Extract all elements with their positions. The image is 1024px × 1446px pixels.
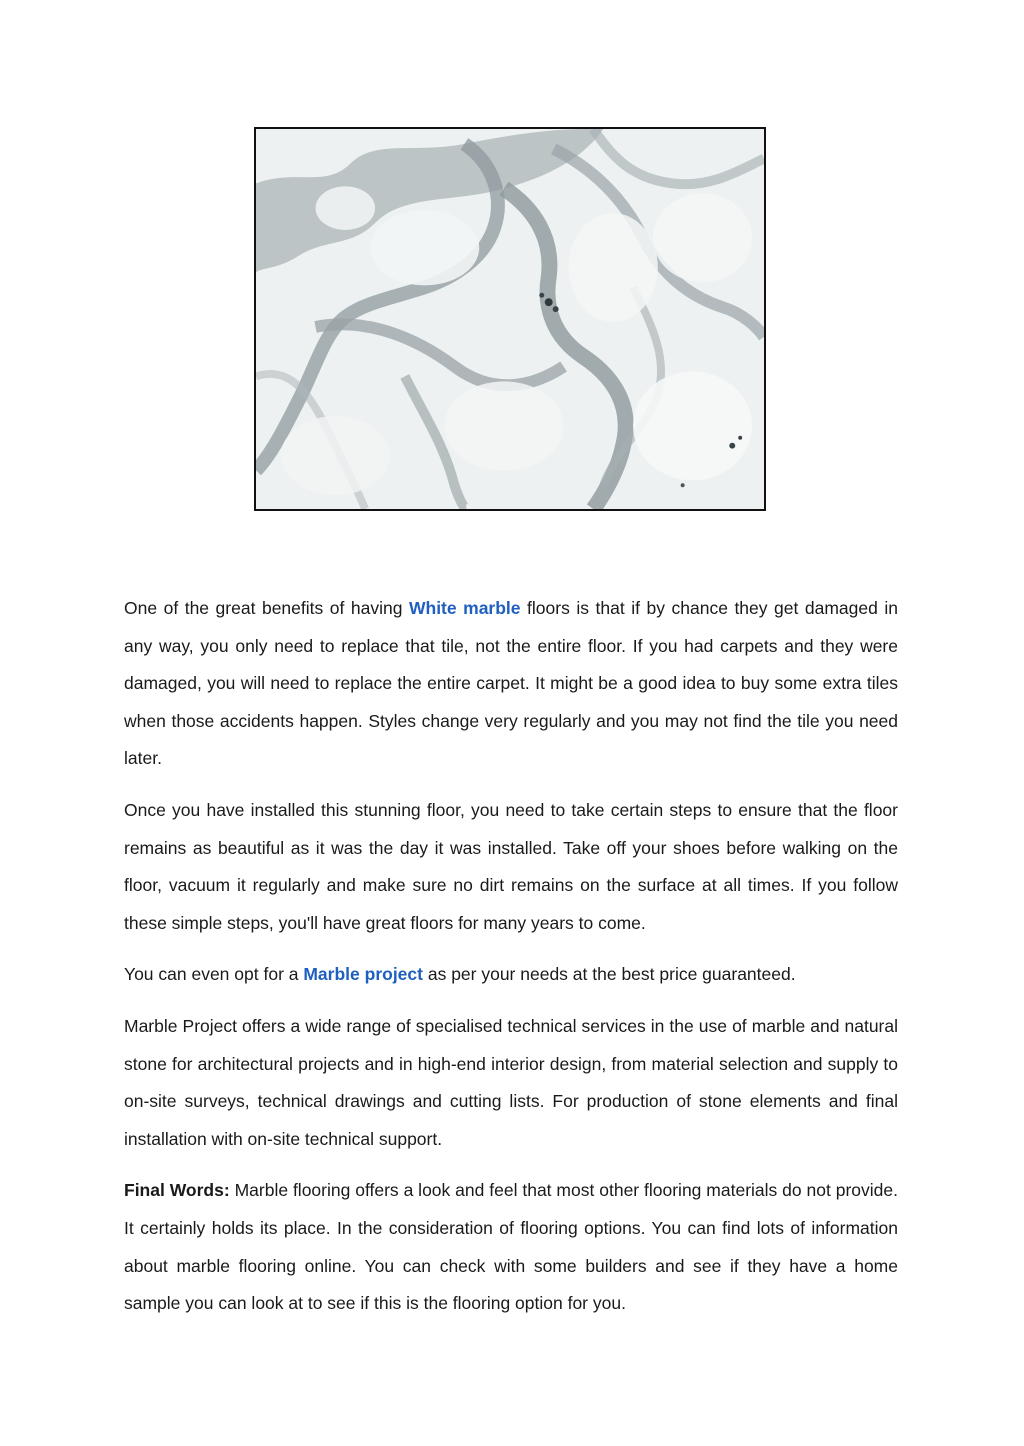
paragraph-services xyxy=(124,1008,898,1158)
marble-project-link[interactable]: Marble project xyxy=(303,964,423,985)
p1-text-after: floors is that if by chance they get damaged in any way, you only need to replace that tile, not the entire floor. If you had carpets and they were damaged, you will need to replace the entire carpet. It might be a good idea to buy some extra tiles when those accidents happen. Styles change very regularly and you may not find the tile you need later. xyxy=(124,598,898,769)
marble-photo-icon xyxy=(256,129,764,509)
p2-text: Once you have installed this stunning floor, you need to take certain steps to ensure that the floor remains as beautiful as it was the day it was installed. Take off your shoes before walking on the floor, vacuum it regularly and make sure no dirt remains on the surface at all times. If you follow these simple steps, you'll have great floors for many years to come. xyxy=(124,799,898,933)
p4-text: Marble Project offers a wide range of specialised technical services in the use of marble and natural stone for architectural projects and in high-end interior design, from material selection and supply to on-site surveys, technical drawings and cutting lists. For production of stone elements and final installation with on-site technical support. xyxy=(124,1015,898,1149)
p5-text: Marble flooring offers a look and feel that most other flooring materials do not provide. It certainly holds its place. In the consideration of flooring options. You can find lots of information about marble flooring online. You can check with some builders and see if they have a home sample you can look at to see if this is the flooring option for you. xyxy=(124,1180,898,1314)
final-words-label: Final Words: xyxy=(124,1180,230,1201)
p3-text-before: You can even opt for a xyxy=(124,964,304,985)
article-body xyxy=(124,590,898,1337)
white-marble-link[interactable]: White marble xyxy=(408,598,521,618)
paragraph-final-words xyxy=(124,1172,898,1322)
paragraph-floor-care xyxy=(124,792,898,942)
paragraph-marble-project xyxy=(124,956,898,994)
marble-image xyxy=(254,127,766,511)
p1-text-before: One of the great benefits of having xyxy=(124,598,409,618)
p3-text-after: as per your needs at the best price guaranteed. xyxy=(422,964,796,985)
paragraph-white-marble xyxy=(124,590,898,778)
